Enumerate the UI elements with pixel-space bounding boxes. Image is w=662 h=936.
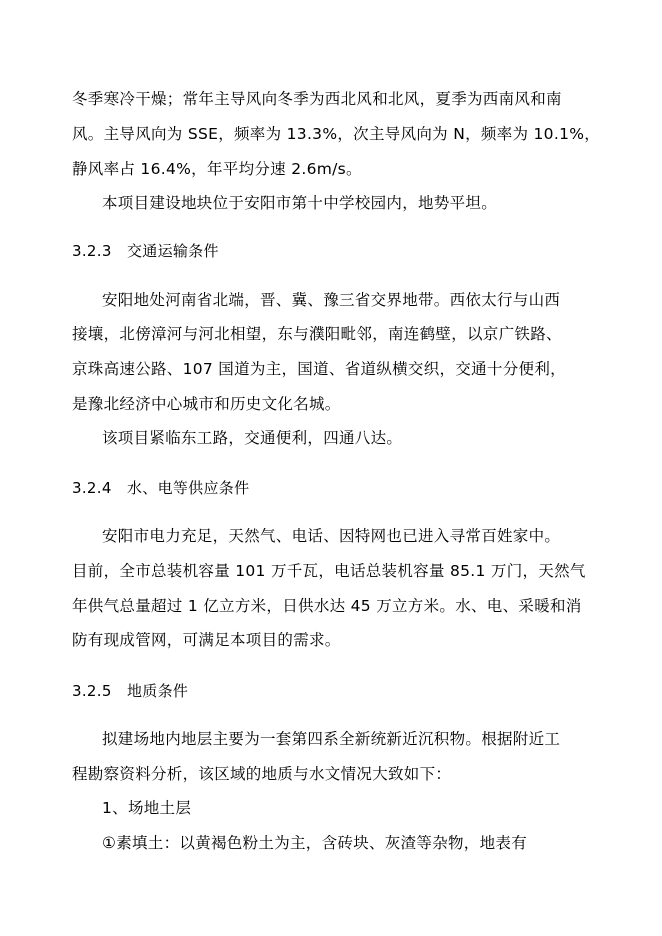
- traffic-line-2: 接壤，北傍漳河与河北相望，东与濮阳毗邻，南连鹤壁，以京广铁路、: [72, 325, 562, 343]
- section-heading-3-2-4: 3.2.4 水、电等供应条件: [72, 479, 250, 497]
- climate-line-1: 冬季寒冷干燥；常年主导风向冬季为西北风和北风，夏季为西南风和南: [72, 90, 562, 108]
- traffic-line-1: 安阳地处河南省北端，晋、冀、豫三省交界地带。西依太行与山西: [102, 291, 561, 309]
- section-heading-3-2-5: 3.2.5 地质条件: [72, 682, 189, 700]
- site-paragraph: 本项目建设地块位于安阳市第十中学校园内，地势平坦。: [102, 194, 498, 212]
- climate-line-3: 静风率占 16.4%，年平均分速 2.6m/s。: [72, 160, 362, 178]
- utilities-line-1: 安阳市电力充足，天然气、电话、因特网也已进入寻常百姓家中。: [102, 527, 561, 545]
- utilities-line-4: 防有现成管网，可满足本项目的需求。: [72, 631, 341, 649]
- list-item-plain-fill: ①素填土：以黄褐色粉土为主，含砖块、灰渣等杂物，地表有: [102, 834, 527, 852]
- traffic-paragraph-2: 该项目紧临东工路，交通便利，四通八达。: [102, 429, 403, 447]
- traffic-line-3: 京珠高速公路、107 国道为主，国道、省道纵横交织，交通十分便利，: [72, 360, 566, 378]
- traffic-line-4: 是豫北经济中心城市和历史文化名城。: [72, 395, 341, 413]
- utilities-line-3: 年供气总量超过 1 亿立方米，日供水达 45 万立方米。水、电、采暖和消: [72, 597, 582, 615]
- utilities-line-2: 目前，全市总装机容量 101 万千瓦，电话总装机容量 85.1 万门，天然气: [72, 562, 586, 580]
- geology-line-1: 拟建场地内地层主要为一套第四系全新统新近沉积物。根据附近工: [102, 730, 561, 748]
- section-heading-3-2-3: 3.2.3 交通运输条件: [72, 242, 219, 260]
- geology-line-2: 程勘察资料分析，该区域的地质与水文情况大致如下：: [72, 765, 452, 783]
- climate-line-2: 风。主导风向为 SSE，频率为 13.3%，次主导风向为 N，频率为 10.1%，: [72, 125, 601, 143]
- list-item-soil-layers: 1、场地土层: [102, 799, 192, 817]
